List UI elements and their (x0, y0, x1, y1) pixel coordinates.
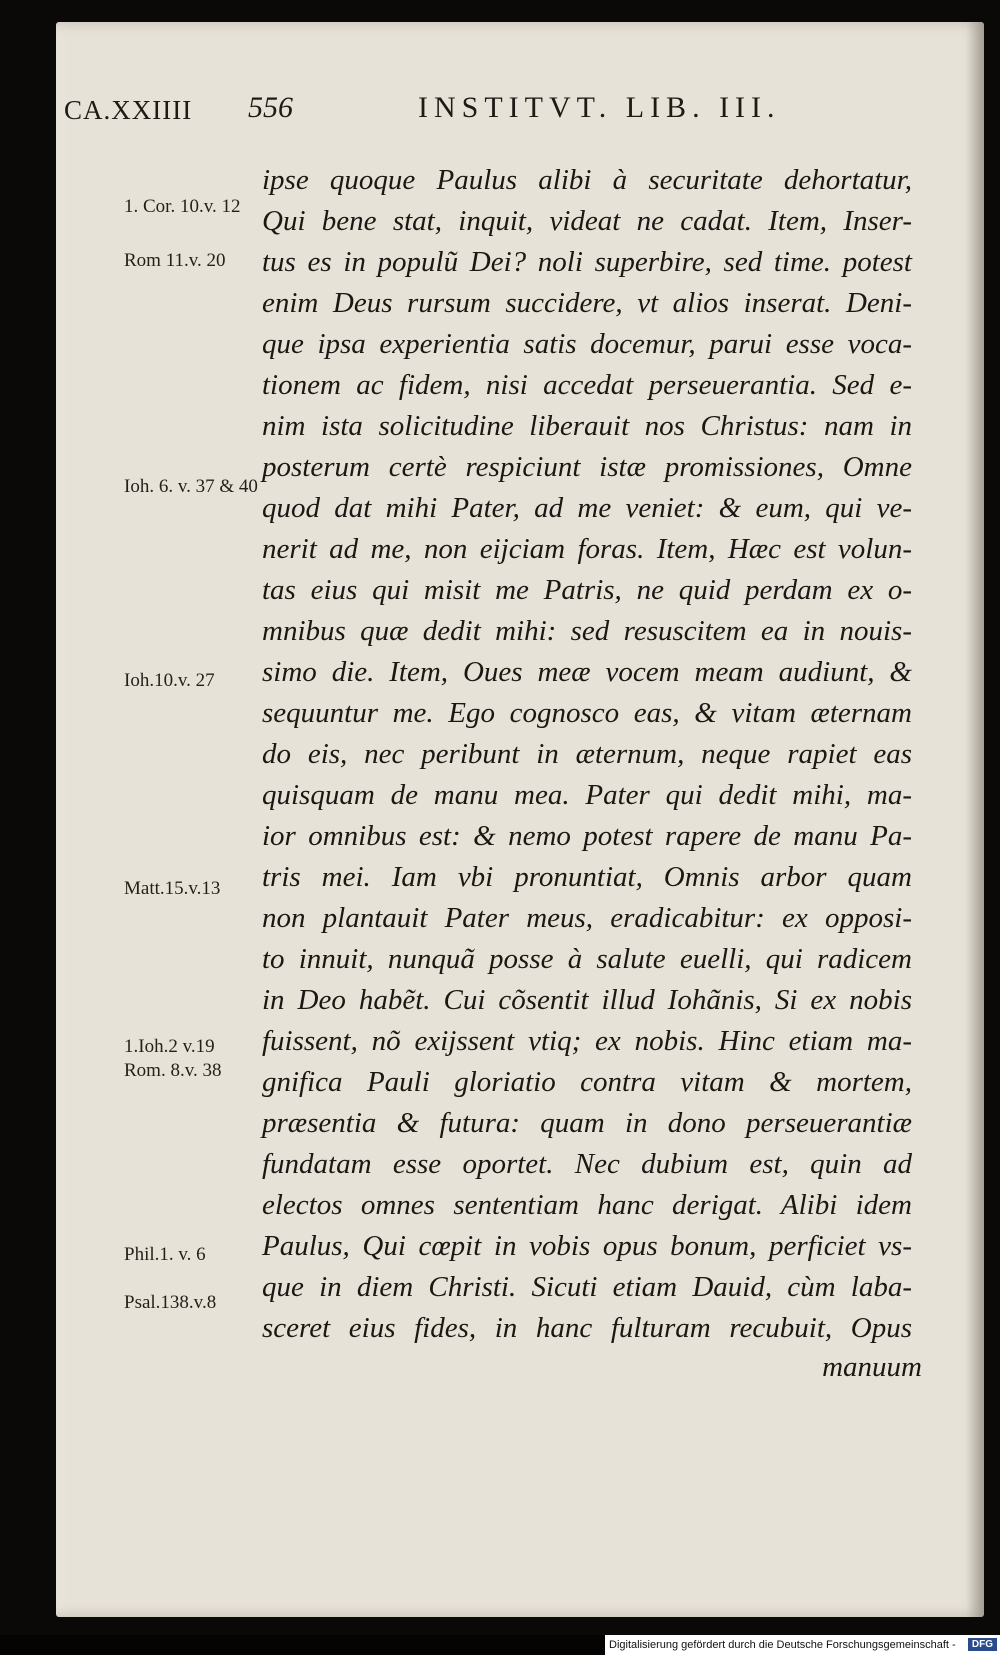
sidenote-1ioh: 1.Ioh.2 v.19 (124, 1036, 215, 1057)
body-line: sequuntur me. Ego cognosco eas, & vitam æternam (262, 697, 912, 729)
running-title: INSTITVT. LIB. III. (418, 91, 781, 124)
body-line: fuissent, nõ exijssent vtiq; ex nobis. Hinc etiam ma- (262, 1025, 912, 1057)
body-line: simo die. Item, Oues meæ vocem meam audiunt, & (262, 656, 912, 688)
page-number: 556 (248, 91, 293, 124)
body-line: mnibus quæ dedit mihi: sed resuscitem ea in nouis- (262, 615, 912, 647)
body-line: tionem ac fidem, nisi accedat perseuerantia. Sed e- (262, 369, 912, 401)
body-line: tris mei. Iam vbi pronuntiat, Omnis arbor quam (262, 861, 912, 893)
sidenote-matt: Matt.15.v.13 (124, 878, 221, 899)
body-line: do eis, nec peribunt in æternum, neque rapiet eas (262, 738, 912, 770)
body-line: nim ista solicitudine liberauit nos Christus: nam in (262, 410, 912, 442)
sidenote-1cor: 1. Cor. 10.v. 12 (124, 196, 241, 217)
page-edge-shadow (966, 22, 984, 1617)
body-line: non plantauit Pater meus, eradicabitur: ex opposi- (262, 902, 912, 934)
body-line: sceret eius fides, in hanc fulturam recubuit, Opus (262, 1312, 912, 1344)
body-line: in Deo habẽt. Cui cõsentit illud Iohãnis, Si ex nobis (262, 984, 912, 1016)
body-line: Qui bene stat, inquit, videat ne cadat. Item, Inser- (262, 205, 912, 237)
running-head (64, 91, 934, 135)
digitization-credit (605, 1635, 1000, 1655)
body-line: tus es in populũ Dei? noli superbire, sed time. potest (262, 246, 912, 278)
body-line: fundatam esse oportet. Nec dubium est, quin ad (262, 1148, 912, 1180)
body-line: ior omnibus est: & nemo potest rapere de manu Pa- (262, 820, 912, 852)
body-line: Paulus, Qui cœpit in vobis opus bonum, perficiet vs- (262, 1230, 912, 1262)
dfg-logo: DFG (968, 1638, 997, 1651)
body-line: quisquam de manu mea. Pater qui dedit mihi, ma- (262, 779, 912, 811)
body-line: que ipsa experientia satis docemur, parui esse voca- (262, 328, 912, 360)
sidenote-ioh-10: Ioh.10.v. 27 (124, 670, 215, 691)
body-line: præsentia & futura: quam in dono perseuerantiæ (262, 1107, 912, 1139)
sidenote-rom-11: Rom 11.v. 20 (124, 250, 226, 271)
sidenote-phil: Phil.1. v. 6 (124, 1244, 206, 1265)
sidenote-rom-8: Rom. 8.v. 38 (124, 1060, 222, 1081)
chapter-reference: CA.XXIIII (64, 95, 193, 125)
body-line: gnifica Pauli gloriatio contra vitam & mortem, (262, 1066, 912, 1098)
sidenote-psal: Psal.138.v.8 (124, 1292, 217, 1313)
catchword: manuum (822, 1351, 922, 1383)
body-line: enim Deus rursum succidere, vt alios inserat. Deni- (262, 287, 912, 319)
body-line: electos omnes sententiam hanc derigat. Alibi idem (262, 1189, 912, 1221)
body-line: que in diem Christi. Sicuti etiam Dauid, cùm laba- (262, 1271, 912, 1303)
sidenote-ioh-6: Ioh. 6. v. 37 & 40 (124, 476, 258, 497)
body-line: tas eius qui misit me Patris, ne quid perdam ex o- (262, 574, 912, 606)
body-line: nerit ad me, non eijciam foras. Item, Hæc est volun- (262, 533, 912, 565)
credit-text: Digitalisierung gefördert durch die Deutsche Forschungsgemeinschaft - (609, 1639, 956, 1651)
body-line: quod dat mihi Pater, ad me veniet: & eum, qui ve- (262, 492, 912, 524)
body-line: posterum certè respiciunt istæ promissiones, Omne (262, 451, 912, 483)
body-line: ipse quoque Paulus alibi à securitate dehortatur, (262, 164, 912, 196)
body-line: to innuit, nunquã posse à salute euelli, qui radicem (262, 943, 912, 975)
